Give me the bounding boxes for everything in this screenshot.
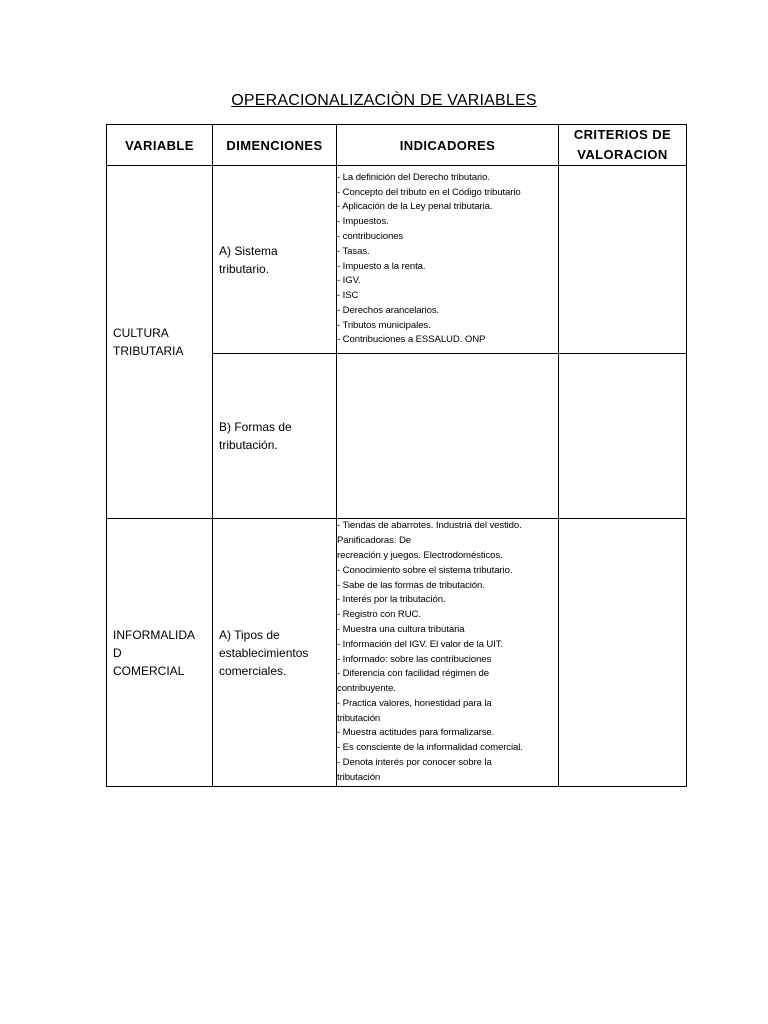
indicator-item: - Tributos municipales.: [337, 319, 431, 331]
variable-cell: [107, 519, 213, 787]
variable-line: TRIBUTARIA: [113, 344, 184, 358]
indicators-cell: [337, 166, 559, 354]
table-row: [107, 166, 687, 354]
indicator-item: - Practica valores, honestidad para la: [337, 697, 492, 709]
dimension-line: establecimientos: [219, 645, 309, 660]
indicator-item: contribuyente.: [337, 683, 396, 695]
variable-line: D: [113, 645, 122, 660]
indicator-item: - Contribuciones a ESSALUD. ONP: [337, 334, 486, 346]
dimension-line: comerciales.: [219, 663, 287, 678]
page-title: OPERACIONALIZACIÒN DE VARIABLES: [231, 92, 537, 109]
variable-line: COMERCIAL: [113, 663, 185, 678]
criteria-cell: [559, 354, 687, 519]
dimension-cell: [213, 354, 337, 519]
indicator-item: - Muestra una cultura tributaria: [337, 623, 465, 635]
indicator-item: - Información del IGV. El valor de la UIT.: [337, 638, 504, 650]
indicator-item: - Tiendas de abarrotes. Industria del vestido.: [337, 520, 522, 532]
indicator-item: - Impuestos.: [337, 216, 389, 228]
indicator-item: - Muestra actitudes para formalizarse.: [337, 727, 495, 739]
header-criterios: [559, 125, 687, 166]
indicator-item: - contribuciones: [337, 230, 404, 242]
indicators-cell: [337, 354, 559, 519]
variable-line: CULTURA: [113, 326, 169, 340]
header-row: [107, 125, 687, 166]
header-indicadores: INDICADORES: [337, 125, 559, 166]
indicator-item: - Informado: sobre las contribuciones: [337, 653, 492, 665]
indicators-cell: [337, 519, 559, 787]
indicator-item: - IGV.: [337, 275, 361, 287]
header-criterios-line1: CRITERIOS DE: [573, 127, 672, 142]
dimension-line: tributación.: [219, 438, 278, 452]
dimension-line: A) Sistema: [219, 243, 278, 258]
indicator-item: - Conocimiento sobre el sistema tributario.: [337, 564, 513, 576]
indicator-item: - La definición del Derecho tributario.: [337, 171, 490, 183]
dimension-cell: [213, 166, 337, 354]
criteria-cell: [559, 166, 687, 354]
indicator-item: tributación: [337, 771, 381, 783]
indicator-item: - Interés por la tributación.: [337, 594, 446, 606]
variable-line: INFORMALIDA: [113, 627, 196, 642]
indicator-item: - Tasas.: [337, 245, 370, 257]
indicator-item: - Denota interés por conocer sobre la: [337, 757, 492, 769]
indicator-item: - Registro con RUC.: [337, 609, 421, 621]
dimension-line: A) Tipos de: [219, 627, 280, 642]
table-row: [107, 519, 687, 787]
indicator-item: - Aplicación de la Ley penal tributaria.: [337, 201, 493, 213]
variable-cell: [107, 166, 213, 519]
dimension-cell: [213, 519, 337, 787]
indicator-item: Panificadoras. De: [337, 535, 412, 547]
criteria-cell: [559, 519, 687, 787]
indicator-item: - ISC: [337, 290, 359, 302]
indicator-item: - Impuesto a la renta.: [337, 260, 426, 272]
header-variable: VARIABLE: [107, 125, 213, 166]
indicator-item: - Sabe de las formas de tributación.: [337, 579, 485, 591]
operationalization-table: [106, 124, 687, 787]
indicator-item: tributación: [337, 712, 381, 724]
indicator-item: - Es consciente de la informalidad comercial.: [337, 742, 523, 754]
dimension-line: tributario.: [219, 261, 270, 276]
header-dimensiones: DIMENCIONES: [213, 125, 337, 166]
indicator-item: - Derechos arancelarios.: [337, 304, 440, 316]
dimension-line: B) Formas de: [219, 420, 292, 434]
indicator-item: recreación y juegos. Electrodomésticos.: [337, 549, 503, 561]
indicator-item: - Diferencia con facilidad régimen de: [337, 668, 490, 680]
header-criterios-line2: VALORACION: [577, 147, 668, 162]
indicator-item: - Concepto del tributo en el Código tributario: [337, 186, 521, 198]
